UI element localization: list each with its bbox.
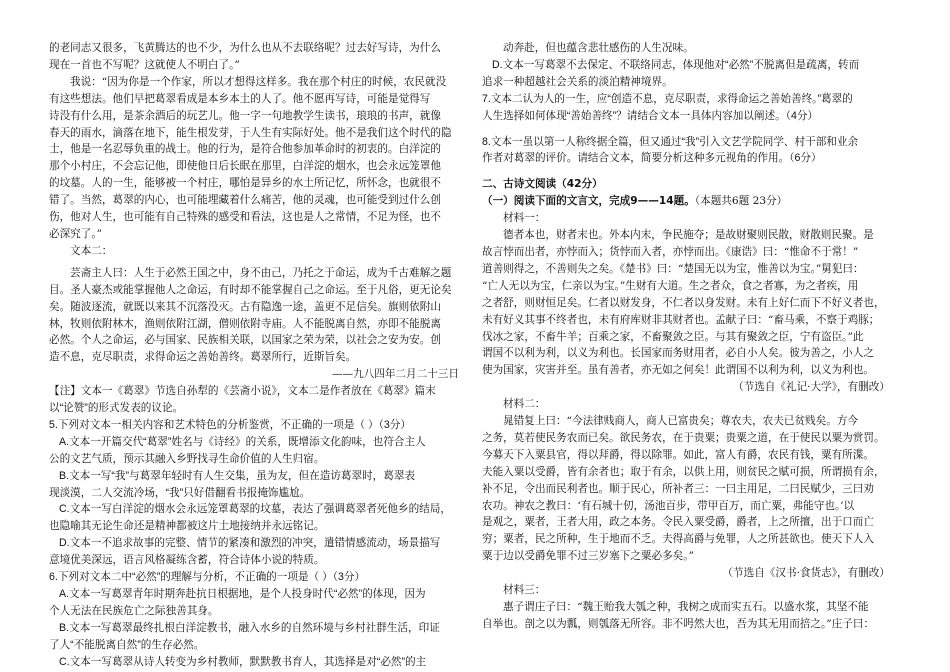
question-line: 8.文本一虽以第一人称终据全篇，但又通过“我”引入文艺学院同学、村干部和业余 xyxy=(482,135,859,148)
question-line: A.文本一写葛翠青年时期奔赴抗日根据地，是个人投身时代“必然”的体现，因为 xyxy=(59,588,426,600)
right-column xyxy=(482,40,890,633)
classical-line: 道善则得之，不善则失之矣。《楚书》曰：“楚国无以为宝，惟善以为宝。”舅犯曰： xyxy=(482,262,864,275)
question-line: B.文本一写葛翠最终扎根白洋淀教书，融入水乡的自然环境与乡村社群生活，印证 xyxy=(59,621,440,634)
classical-line: 未有好义其事不终者也，未有府库财非其财者也。孟献子曰：“畜马乘，不察于鸡豚； xyxy=(482,313,880,326)
passage-line: 必然。个人之命运，必与国家、民族相关联，以国家之荣为荣，以社会之安为安。创 xyxy=(49,334,441,347)
question-6-option-d xyxy=(482,57,890,91)
passage-line: 错了。当然，葛翠的内心，也可能埋藏着什么痛苦，他的灵魂，也可能受到过什么创 xyxy=(49,194,441,207)
material-1 xyxy=(482,227,890,379)
material-1-source: （节选自《礼记·大学》，有删改） xyxy=(733,381,890,394)
classical-line: 农功。神农之教曰：‘有石城十仞，汤池百步，带甲百万，而亡粟，弗能守也。’以 xyxy=(482,499,855,512)
question-7 xyxy=(482,91,890,125)
passage-text2 xyxy=(49,265,459,366)
passage-line: 矣。随波逐流，就既以来其不沉落没灭。古有隐逸一途，盖更不足信矣。旗则依附山 xyxy=(49,300,441,313)
question-line: 现淡漠，二人交流冷场，“我”只好借翻看书报掩饰尴尬。 xyxy=(49,486,311,499)
left-column xyxy=(49,40,459,671)
passage-line: 伤，他对人生，也可能有自己特殊的感受和看法，这也是人之常情，不足为怪，也不 xyxy=(49,211,441,224)
passage-line: 必深究了。” xyxy=(49,227,103,240)
passage-line: 我说：“因为你是一个作家，所以才想得这样多。我在那个村庄的时候，农民就没 xyxy=(70,75,447,88)
passage-line: 春天的雨水，滴落在地下，能生根发芽，于人生有实际好处。他不是我们这个时代的隐 xyxy=(49,126,452,139)
classical-line: “亡人无以为宝，仁亲以为宝。”生财有大道。生之者众，食之者寡，为之者疾，用 xyxy=(482,279,859,292)
question-line: 人生选择如何体现“善始善终”？请结合文本一具体内容加以阐述。（4分） xyxy=(482,109,819,122)
material-1-label: 材料一： xyxy=(503,212,546,225)
classical-line: 自举也。剖之以为瓢，则瓠落无所容。非不呺然大也，吾为其无用而掊之。”庄子曰： xyxy=(482,617,875,630)
subsection-1-bold: （一）阅读下面的文言文，完成9——14题。 xyxy=(482,195,695,208)
classical-line: 谓国不以利为利，以义为利也。长国家而务财用者，必自小人矣。彼为善之，小人之 xyxy=(482,347,874,360)
question-5 xyxy=(49,417,459,569)
question-line: A.文本一开篇交代“葛翠”姓名与《诗经》的关系，既增添文化韵味，也符合主人 xyxy=(59,435,426,448)
date-line: ——九八四年二月二十三日 xyxy=(331,368,459,381)
passage-line: 造不息，克尽职责，求得命运之善始善终。葛翠所行，近斯旨矣。 xyxy=(49,351,357,364)
passage-line: 林，牧则依附林木，渔则依附江湖，僧则依附寺庙。人不能脱离自然，亦即不能脱离 xyxy=(49,317,441,330)
question-line: B.文本一写“我”与葛翠年轻时有人生交集，虽为友，但在造访葛翠时，葛翠表 xyxy=(59,469,416,482)
question-line: 公的文艺气质，预示其融入乡野找寻生命价值的人生归宿。 xyxy=(49,452,325,465)
classical-line: 伐冰之家，不畜牛羊；百乘之家，不畜聚敛之臣。与其有聚敛之臣，宁有盗臣。”此 xyxy=(482,330,864,343)
question-line: 个人无法在民族危亡之际独善其身。 xyxy=(49,604,219,617)
passage-line: 诗没有什么用，是茶余酒后的玩艺儿。他一字一句地教学生读书，琅琅的书声，就像 xyxy=(49,109,441,122)
passage-text1-ending xyxy=(49,40,459,243)
classical-line: 故言悖而出者，亦悖而入；货悖而入者，亦悖而出。《康诰》曰：“惟命不于常！” xyxy=(482,245,859,258)
section-2-heading: 二、古诗文阅读（42分） xyxy=(482,178,603,191)
classical-line: 粟于边以受爵免罪不过三岁塞下之粟必多矣。” xyxy=(482,550,694,563)
question-6 xyxy=(49,569,459,670)
question-line: 6.下列对文本二中“必然”的理解与分析，不正确的一项是（ ）（3分） xyxy=(49,571,366,584)
classical-line: 夫能入粟以受爵，皆有余者也；取于有余，以供上用，则贫民之赋可损，所谓损有余， xyxy=(482,465,885,478)
material-2-label: 材料二： xyxy=(503,398,546,411)
question-line: 了人“不能脱离自然”的生存必然。 xyxy=(49,638,205,651)
passage-line: 芸斋主人曰：人生于必然王国之中，身不由己，乃托之于命运，成为千古难解之题 xyxy=(70,266,452,279)
question-line: 追求一种超越社会关系的淡泊精神境界。 xyxy=(482,75,673,88)
passage-line: 目。圣人豪杰或能掌握他人之命运，有时却不能掌握自己之命运。至于凡俗，更无论矣 xyxy=(49,283,452,296)
classical-line: 之者舒，则财恒足矣。仁者以财发身，不仁者以身发财。未有上好仁而下不好义者也， xyxy=(482,296,885,309)
classical-line: 惠子谓庄子曰：“魏王贻我大瓠之种，我树之成而实五石。以盛水浆，其坚不能 xyxy=(503,601,869,613)
question-line: 意境优美深远，语言风格凝练含蓄，符合诗体小说的特质。 xyxy=(49,554,325,567)
note-line: 以“论赞”的形式发表的议论。 xyxy=(49,402,184,415)
question-line: D.文本一写葛翠不去保定、不联络同志，体现他对“必然”不脱离但是疏离，转而 xyxy=(492,58,860,71)
note-line: 【注】文本一《葛翠》节选自孙犁的《芸斋小说》，文本二是作者放在《葛翠》篇末 xyxy=(49,385,436,398)
question-8 xyxy=(482,134,890,168)
material-3 xyxy=(482,599,890,633)
passage-line: 士，他是一名忍辱负重的战士。他的行为，是符合他参加革命时的初衷的。白洋淀的 xyxy=(49,143,441,156)
classical-line: 穷；粟者，民之所种，生于地而不乏。夫得高爵与免罪，人之所甚欲也。使天下人入 xyxy=(482,533,874,546)
classical-line: 晁错复上曰：“今法律贱商人，商人已富贵矣；尊农夫，农夫已贫贱矣。方今 xyxy=(503,415,859,428)
passage-line: 的老同志又很多，飞黄腾达的也不少，为什么也从不去联络呢？过去好写诗，为什么 xyxy=(49,42,441,54)
material-3-label: 材料三： xyxy=(503,584,546,597)
question-line: 也隐喻其无论生命还是精神都被这片土地接纳并永远铭记。 xyxy=(49,520,325,533)
subsection-1-rest: （本题共6题 23分） xyxy=(694,195,788,208)
text2-label: 文本二： xyxy=(70,244,113,257)
material-2 xyxy=(482,413,890,565)
question-line: C.文本一写白洋淀的烟水会永远笼罩葛翠的坟墓，表达了强调葛翠者死他乡的结局， xyxy=(59,503,451,516)
classical-line: 今募天下入粟县官，得以拜爵，得以除罪。如此，富人有爵，农民有钱，粟有所渫。 xyxy=(482,448,874,461)
passage-line: 那个小村庄，不会忘记他，即使他日后长眠在那里，白洋淀的烟水，也会永远笼罩他 xyxy=(49,160,441,173)
question-line: 7.文本二认为人的一生，应“创造不息，克尽职责，求得命运之善始善终。”葛翠的 xyxy=(482,92,853,105)
material-2-source: （节选自《汉书·食货志》，有删改） xyxy=(722,567,890,580)
passage-line: 有这些想法。他们早把葛翠看成是本乡本土的人了。他不愿再写诗，可能是觉得写 xyxy=(49,92,431,105)
note xyxy=(49,383,459,417)
passage-line: 的坟墓。人的一生，能够被一个村庄，哪怕是异乡的水土所记忆，所怀念，也就很不 xyxy=(49,177,441,190)
question-line: C.文本一写葛翠从诗人转变为乡村教师，默默教书育人，其选择是对“必然”的主 xyxy=(59,655,427,668)
subsection-1-heading xyxy=(482,193,890,210)
classical-line: 补不足，令出而民利者也。顺于民心，所补者三：一曰主用足，二曰民赋少，三曰劝 xyxy=(482,482,874,495)
classical-line: 德者本也，财者末也。外本内末，争民施夺；是故财聚则民散，财散则民聚。是 xyxy=(503,229,874,242)
question-line: 作者对葛翠的评价。请结合文本，简要分析这种多元视角的作用。（6分） xyxy=(482,152,822,165)
passage-line: 现在一首也不写呢？这就使人不明白了。” xyxy=(49,58,240,71)
q6-continued: 动奔赴，但也蕴含悲壮感伤的人生况味。 xyxy=(503,42,694,54)
classical-line: 使为国家，灾害并至。虽有善者，亦无如之何矣！此谓国不以利为利，以义为利也。 xyxy=(482,364,874,377)
classical-line: 是观之，粟者，王者大用，政之本务。令民入粟受爵，爵者，上之所擅，出于口而亡 xyxy=(482,516,874,529)
question-line: D.文本一不追求故事的完整、情节的紧凑和激烈的冲突，遣错情感流动，场景描写 xyxy=(59,537,441,550)
question-line: 5.下列对文本一相关内容和艺术特色的分析鉴赏，不正确的一项是（ ）（3分） xyxy=(49,418,411,431)
classical-line: 之务，莫若使民务农而已矣。欲民务农，在于贵粟；贵粟之道，在于使民以粟为赏罚。 xyxy=(482,431,885,444)
